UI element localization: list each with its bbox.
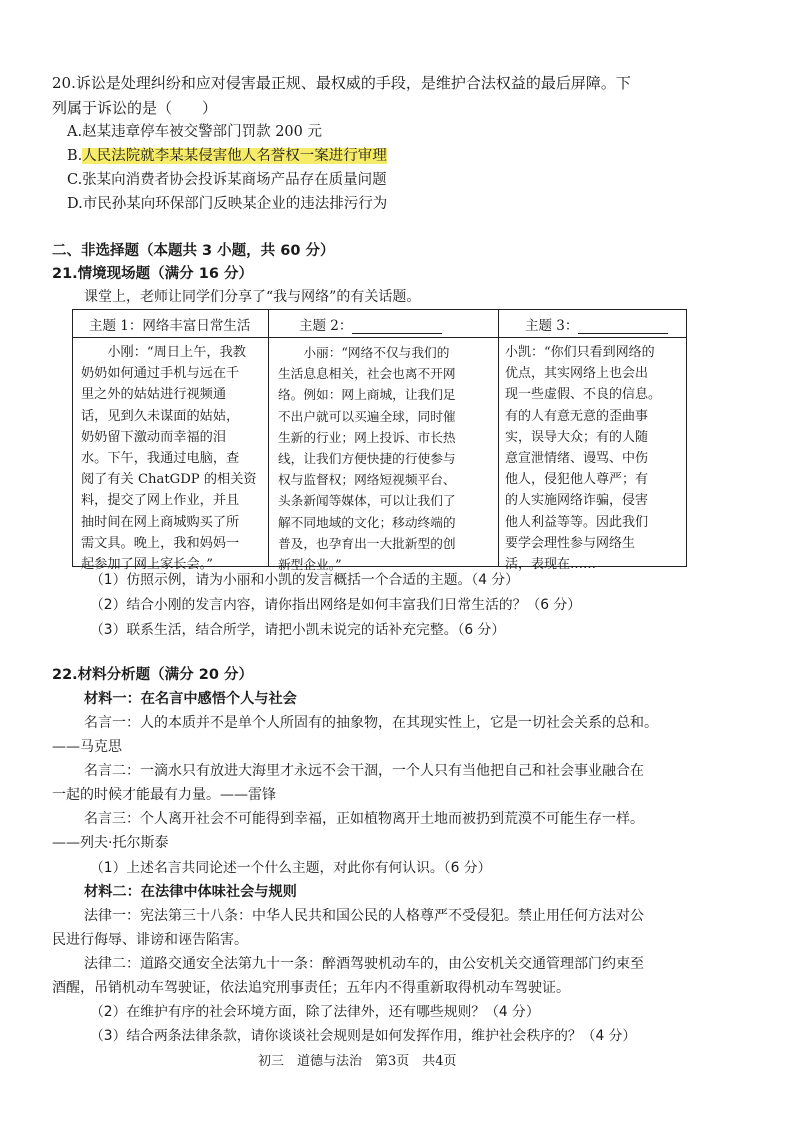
topics-table [72,309,687,573]
cell-line: 现一些虚假、不良的信息。 [505,387,662,403]
table-header-topic2 [299,314,442,334]
cell-line: 水。下午，我通过电脑，查 [81,451,240,467]
q21-question-3: （3）联系生活，结合所学，请把小凯未说完的话补充完整。（6 分） [90,622,506,638]
q22-question-3: （3）结合两条法律条款，请你谈谈社会规则是如何发挥作用，维护社会秩序的？（4 分） [90,1028,637,1044]
option-text-highlighted: 人民法院就李某某侵害他人名誉权一案进行审理 [82,148,387,164]
cell-line: 解不同地域的文化；移动终端的 [278,514,456,530]
cell-line: 头条新闻等媒体，可以让我们了 [278,493,456,509]
option-text: 市民孙某向环保部门反映某企业的违法排污行为 [82,196,388,212]
cell-line: 不出户就可以买遍全球，同时催 [278,408,456,424]
cell-line: 活，表现在…… [505,557,597,573]
q20-option-b [67,146,387,166]
cell-line: 奶奶如何通过手机与远在千 [81,366,240,382]
cell-line: 意宣泄情绪、谩骂、中伤 [505,451,649,467]
cell-line: 料，提交了网上作业，并且 [81,493,240,509]
cell-line: 起参加了网上家长会。” [81,557,214,573]
table-cell-xiaokai [505,342,661,575]
q22-material2-title: 材料二：在法律中体味社会与规则 [84,884,297,900]
cell-line: 阅了有关 ChatGDP 的相关资 [81,472,257,488]
option-prefix: A. [67,124,83,140]
page-footer: 初三 道德与法治 第3页 共4页 [258,1054,457,1069]
q20-option-c [67,170,387,190]
table-divider [498,310,499,566]
cell-line: 奶奶留下激动而幸福的泪 [81,429,227,445]
cell-line: 小刚：“周日上午，我教 [81,345,246,360]
q22-material1-title: 材料一：在名言中感悟个人与社会 [84,691,297,707]
quote3-line1: 名言三：个人离开社会不可能得到幸福，正如植物离开土地而被扔到荒漠不可能生存一样。 [84,811,644,827]
cell-line: 的人实施网络诈骗，侵害 [505,493,649,509]
cell-line: 里之外的姑姑进行视频通 [81,387,227,403]
option-prefix: C. [67,172,83,188]
q21-intro: 课堂上，老师让同学们分享了“我与网络”的有关话题。 [84,289,421,305]
table-cell-xiaogang [81,342,257,575]
quote3-line2: ——列夫·托尔斯泰 [52,835,169,851]
law2-line2: 酒醒，吊销机动车驾驶证，依法追究刑事责任；五年内不得重新取得机动车驾驶证。 [52,980,570,996]
q20-option-d [67,194,387,214]
quote1-line1: 名言一：人的本质并不是单个人所固有的抽象物，在其现实性上，它是一切社会关系的总和。 [84,715,658,731]
table-cell-xiaoli [278,342,456,575]
law1-line2: 民进行侮辱、诽谤和诬告陷害。 [52,932,248,948]
cell-line: 抽时间在网上商城购买了所 [81,514,240,530]
cell-line: 小凯：“你们只看到网络的 [505,345,655,360]
table-header-topic3 [525,314,668,334]
cell-line: 有的人有意无意的歪曲事 [505,408,649,424]
cell-line: 他人，侵犯他人尊严；有 [505,472,649,488]
topic3-label: 主题 3： [525,318,579,334]
cell-line: 普及，也孕育出一大批新型的创 [278,535,456,551]
cell-line: 实，误导大众；有的人随 [505,429,649,445]
q22-question-1: （1）上述名言共同论述一个什么主题，对此你有何认识。（6 分） [90,860,492,876]
topic3-blank [578,319,668,334]
q20-option-a [67,122,322,142]
option-prefix: B. [67,148,83,164]
topic2-label: 主题 2： [299,318,353,334]
q22-question-2: （2）在维护有序的社会环境方面，除了法律外，还有哪些规则？（4 分） [90,1004,540,1020]
topic2-blank [352,319,442,334]
cell-line: 生新的行业；网上投诉、市长热 [278,429,456,445]
law2-line1: 法律二：道路交通安全法第九十一条：醉酒驾驶机动车的，由公安机关交通管理部门约束至 [84,956,644,972]
cell-line: 络。例如：网上商城，让我们足 [278,387,456,403]
table-header-topic1: 主题 1：网络丰富日常生活 [89,318,251,334]
cell-line: 小丽：“网络不仅与我们的 [278,345,450,360]
cell-line: 权与监督权；网络短视频平台、 [278,472,456,488]
cell-line: 新型企业。” [278,557,342,573]
option-prefix: D. [67,196,83,212]
section-title: 二、非选择题（本题共 3 小题，共 60 分） [52,243,335,259]
q20-stem-line1: 20.诉讼是处理纠纷和应对侵害最正规、最权威的手段，是维护合法权益的最后屏障。下 [52,74,631,92]
cell-line: 优点，其实网络上也会出 [505,366,649,382]
cell-line: 话，见到久未谋面的姑姑， [81,408,240,424]
option-text: 张某向消费者协会投诉某商场产品存在质量问题 [82,172,387,188]
cell-line: 线，让我们方便快捷的行使参与 [278,451,456,467]
quote2-line1: 名言二：一滴水只有放进大海里才永远不会干涸，一个人只有当他把自己和社会事业融合在 [84,763,644,779]
cell-line: 要学会理性参与网络生 [505,535,636,551]
option-text: 赵某违章停车被交警部门罚款 200 元 [82,124,322,140]
law1-line1: 法律一：宪法第三十八条：中华人民共和国公民的人格尊严不受侵犯。禁止用任何方法对公 [84,908,644,924]
quote1-line2: ——马克思 [52,739,122,755]
q21-question-2: （2）结合小刚的发言内容，请你指出网络是如何丰富我们日常生活的？（6 分） [90,597,582,613]
table-divider [268,310,269,566]
cell-line: 生活息息相关，社会也离不开网 [278,366,456,382]
q20-stem-line2: 列属于诉讼的是（ ） [52,99,218,117]
q21-title: 21.情境现场题（满分 16 分） [52,266,253,282]
cell-line: 需文具。晚上，我和妈妈一 [81,535,240,551]
quote2-line2: 一起的时候才能最有力量。——雷锋 [52,787,276,803]
cell-line: 他人利益等等。因此我们 [505,514,649,530]
q21-question-1: （1）仿照示例，请为小丽和小凯的发言概括一个合适的主题。（4 分） [90,572,519,588]
q22-title: 22.材料分析题（满分 20 分） [52,667,253,683]
